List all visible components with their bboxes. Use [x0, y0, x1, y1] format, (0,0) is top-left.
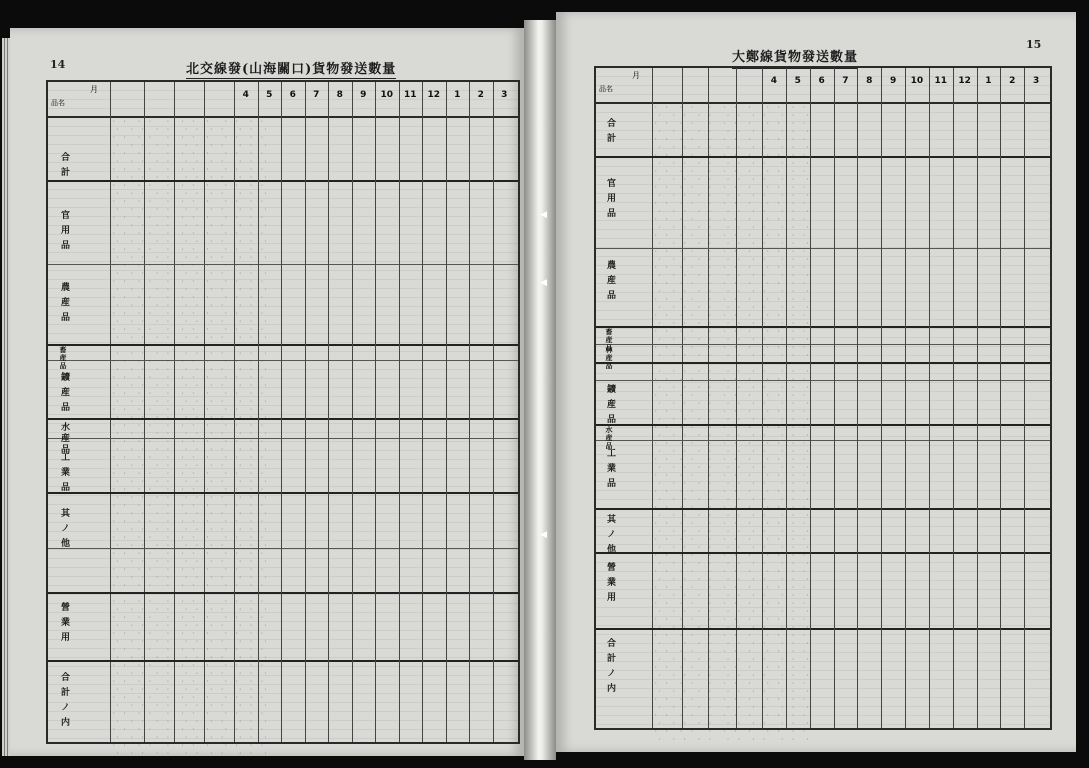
- right-table-figures: · · · · · · · · · · · · · · · · · · · · · · · · · · · · · · · · · · · · · · · · · · · · · · · · · · · · · · · · · · · · · · · · · · · · · · · · · · · · · · · · · · · · · · · · · · · · · · · · · · · · · · · · · · · · · · · · · · · · · · · · · · · · · · · · · · · · · · · · · · · · · · · · · · · · · · · · · · · · · · · · · · · · · · · · · · · · · · · · · · · · · · · · · · · · · · · · · · · · · · · · · · · · · · · · · · · · · · · · · · · · · · · · · · · · · · · · · · · · · · · · · · · · · · · · · · · · · · · · · · · · · · · · · · · · · · · · · · · · · · · · · · · · · · · · · · · · · · · · · · · · · · · · · · · · · · · · · · · · · · · · · · · · · · · · · · · · · · · · · · · · · · · · · · · · · · · · · · · · · · · · · · · · · · · · · · · · · · · · · · · · · · · · · · · · · · · · · · · · · · · · · · · · · · · · · · · · · · · · · · · · · · · · · · · · · · · · · · · · · · · · · · · · · · · · · · · · · · · · · · · · · · · · · · · · · · · · · · · · · · · · · · · · · · · · · · · · · · · · · · · · · · · · · · · · · · · · · · · · · · · · · · · · · · · · · · · · · · · · · · · · · · · · · · · · · · · · · · · · · · · · · · · · · · · · · · · · · · · · · · · · · · · · · · · · · · · · · · · · · · · · · · · · · · · · · · · · · · · · · · · · · · · · · · · · · · · · · · · · · · · · · · · · · · · · · · · · · · · · · · · · · · · · · · · · · · · · · · · · · · · · · · · · · · · · · · · · · · · · · · · · · · · · · · · · · · · · · · · · · · · · · · · · · · · · · · · · · · · · · · · · · · · · · · · · · · · · · · · · · · · · · · · · · · · · · · · · · · · · · · · · · · · · · · · · · · · · · · · · · · · · · · · · · · · · · · · · · · · · · · · · · · · · · · · · · · · · · · · · · · · · · · · · · · · · · · · · · · · · · · · · · · · · · · · · · · · · · · · · · · · · · · · · · · · · · · · · · · · · · · · · · · · · · · · · · · · · · · · · · · · · · · · · · · · · · · · · · · · · · · · · · · · · · · · · · · · · · · · · · · · ·: [654, 104, 810, 743]
- left-month-col-1: 1: [454, 90, 461, 100]
- left-month-col-4: 4: [242, 90, 249, 100]
- right-month-col-2: 2: [1009, 76, 1016, 86]
- right-month-col-10: 10: [910, 76, 924, 86]
- right-cat-agri: 農産品: [605, 260, 615, 305]
- left-page: [10, 28, 524, 756]
- left-cat-mining: 鑛産品: [59, 372, 69, 417]
- left-table-figures: · · · · · · · · · · · · · · · · · · · · · · · · · · · · · · · · · · · · · · · · · · · · · · · · · · · · · · · · · · · · · · · · · · · · · · · · · · · · · · · · · · · · · · · · · · · · · · · · · · · · · · · · · · · · · · · · · · · · · · · · · · · · · · · · · · · · · · · · · · · · · · · · · · · · · · · · · · · · · · · · · · · · · · · · · · · · · · · · · · · · · · · · · · · · · · · · · · · · · · · · · · · · · · · · · · · · · · · · · · · · · · · · · · · · · · · · · · · · · · · · · · · · · · · · · · · · · · · · · · · · · · · · · · · · · · · · · · · · · · · · · · · · · · · · · · · · · · · · · · · · · · · · · · · · · · · · · · · · · · · · · · · · · · · · · · · · · · · · · · · · · · · · · · · · · · · · · · · · · · · · · · · · · · · · · · · · · · · · · · · · · · · · · · · · · · · · · · · · · · · · · · · · · · · · · · · · · · · · · · · · · · · · · · · · · · · · · · · · · · · · · · · · · · · · · · · · · · · · · · · · · · · · · · · · · · · · · · · · · · · · · · · · · · · · · · · · · · · · · · · · · · · · · · · · · · · · · · · · · · · · · · · · · · · · · · · · · · · · · · · · · · · · · · · · · · · · · · · · · · · · · · · · · · · · · · · · · · · · · · · · · · · · · · · · · · · · · · · · · · · · · · · · · · · · · · · · · · · · · · · · · · · · · · · · · · · · · · · · · · · · · · · · · · · · · · · · · · · · · · · · · · · · · · · · · · · · · · · · · · · · · · · · · · · · · · · · · · · · · · · · · · · · · · · · · · · · · · · · · · · · · · · · · · · · · · · · · · · · · · · · · · · · · · · · · · · · · · · · · · · · · · · · · · · · · · · · · · · · · · · · · · · · · · · · · · · · · · · · · · · · · · · · · · · · · · · · · · · · · · · · · · · · · · · · · · · · · · · · · · · · · · · · · · · · · · · · · · · · · · · · · · · · · · · · · · · · · · · · · · · · · · · · · · · · · · · · · · · · · · · · · · · · · · · · · · · · · · · · · · · · · · · · · · · · · · · · · · · · · · · · · · · · · · · · · · · · · · · · · · · ·: [112, 118, 268, 757]
- right-page-title: 大鄭線貨物發送數量: [732, 46, 858, 69]
- left-month-col-8: 8: [336, 90, 343, 100]
- left-cat-industry: 工業品: [59, 452, 69, 497]
- scanned-book-spread: 14 北交線發(山海關口)貨物發送數量 月 品名 合計 官用品 農産品 畜産品 鑛産品 水産品 工業品 其ノ他 營業用 合計ノ内 · · · · · · · · · · · · · · · · · · · · · · · · · · · · · · · · · · · · · · · · · · · · · · · · · · · · · · · · · · · · · · · · · · · · · · · · · · · · · · · · · · · · · · · · · · · · · · · · · · · · · · · · · · · · · · · · · · · · · · · · · · · · · · · · · · · · · · · · · · · · · · · · · · · · · · · · · · · · · · · · · · · · · · · · · · · · · · · · · · · · · · · · · · · · · · · · · · · · · · · · · · · · · · · · · · · · · · · · · · · · · · · · · · · · · · · · · · · · · · · · · · · · · · · · · · · · · · · · · · · · · · · · · · · · · · · · · · · · · · · · · · · · · · · · · · · · · · · · · · · · · · · · · · · · · · · · · · · · · · · · · · · · · · · · · · · · · · · · · · · · · · · · · · · · · · · · · · · · · · · · · · · · · · · · · · · · · · · · · · · · · · · · · · · · · · · · · · · · · · · · · · · · · · · · · · · · · · · · · · · · · · · · · · · · · · · · · · · · · · · · · · · · · · · · · · · · · · · · · · · · · · · · · · · · · · · · · · · · · · · · · · · · · · · · · · · · · · · · · · · · · · · · · · · · · · · · · · · · · · · · · · · · · · · · · · · · · · · · · · · · · · · · · · · · · · · · · · · · · · · · · · · · · · · · · · · · · · · · · · · · · · · · · · · · · · · · · · · · · · · · · · · · · · · · · · · · · · · · · · · · · · · · · · · · · · · · · · · · · · · · · · · · · · · · · · · · · · · · · · · · · · · · · · · · · · · · · · · · · · · · · · · · · · · · · · · · · · · · · · · · · · · · · · · · · · · · · · · · · · · · · · · · · · · · · · · · · · · · · · · · · · · · · · · · · · · · · · · · · · · · · · · · · · · · · · · · · · · · · · · · · · · · · · · · · · · · · · · · · · · · · · · · · · · · · · · · · · · · · · · · · · · · · · · · · · · · · · · · · · · · · · · · · · · · · · · · · · · · · · · · · · · · · · · · · · · · · · · · · · · · · · · · · · · · · · · · · · · · · · · · · · · · · · · · · · · · · · · · · · · · · · · · · · · · · · · · · · · · · · · · · · · · · · · · · · · · · · · · · · · · 4 5 6 7 8 9 10 11 12 1 2 3 ◀ ◀ ◀ 大鄭線貨物發送數量 15 月 品名 合計 官用品 農産品 畜産品 林産品 鑛産品 水産品 工業品 其ノ他 營業用 合計ノ内 · · · · · · · · · · · · · · · · · · · · · · · · · · · · · · · · · · · · · · · · · · · · · · · · · · · · · · · · · · · · · · · · · · · · · · · · · · · · · · · · · · · · · · · · · · · · · · · · · · · · · · · · · · · · · · · · · · · · · · · · · · · · · · · · · · · · · · · · · · · · · · · · · · · · · · · · · · · · · · · · · · · · · · · · · · · · · · · · · · · · · · · · · · · · · · · · · · · · · · · · · · · · · · · · · · · · · · · · · · · · · · · · · · · · · · · · · · · · · · · · · · · · · · · · · · · · · · · · · · · · · · · · · · · · · · · · · · · · · · · · · · · · · · · · · · · · · · · · · · · · · · · · · · · · · · · · · · · · · · · · · · · · · · · · · · · · · · · · · · · · · · · · · · · · · · · · · · · · · · · · · · · · · · · · · · · · · · · · · · · · · · · · · · · · · · · · · · · · · · · · · · · · · · · · · · · · · · · · · · · · · · · · · · · · · · · · · · · · · · · · · · · · · · · · · · · · · · · · · · · · · · · · · · · · · · · · · · · · · · · · · · · · · · · · · · · · · · · · · · · · · · · · · · · · · · · · · · · · · · · · · · · · · · · · · · · · · · · · · · · · · · · · · · · · · · · · · · · · · · · · · · · · · · · · · · · · · · · · · · · · · · · · · · · · · · · · · · · · · · · · · · · · · · · · · · · · · · · · · · · · · · · · · · · · · · · · · · · · · · · · · · · · · · · · · · · · · · · · · · · · · · · · · · · · · · · · · · · · · · · · · · · · · · · · · · · · · · · · · · · · · · · · · · · · · · · · · · · · · · · · · · · · · · · · · · · · · · · · · · · · · · · · · · · · · · · · · · · · · · · · · · · · · · · · · · · · · · · · · · · · · · · · · · · · · · · · · · · · · · · · · · · · · · · · · · · · · · · · · · · · · · · · · · · · · · · · · · · · · · · · · · · · · · · · · · · · · · · · · · · · · · · · · · · · · · · · · · · · · · · · · · · · · · · · · · · · · · · · · · · · · · · · · · · · · · · · · · · · · · · · · · · · · · · · · · · · · · · · · · · · · · · · · · · · · · · · · · · · · · · · 4 5 6 7 8 9 10 11 12 1 2 3: [0, 0, 1089, 768]
- left-month-col-10: 10: [380, 90, 394, 100]
- left-corner-month: 月: [90, 85, 98, 94]
- right-month-col-11: 11: [934, 76, 948, 86]
- right-table-header: [596, 68, 1050, 104]
- right-page-number: 15: [1026, 38, 1042, 51]
- right-cat-forestry: 林産品: [605, 346, 614, 370]
- right-table: [594, 66, 1052, 743]
- left-month-col-9: 9: [360, 90, 367, 100]
- left-month-col-6: 6: [289, 90, 296, 100]
- right-cat-official: 官用品: [605, 178, 615, 223]
- left-month-col-5: 5: [266, 90, 273, 100]
- left-month-col-12: 12: [427, 90, 441, 100]
- left-cat-other: 其ノ他: [59, 508, 69, 553]
- left-page-number: 14: [50, 58, 66, 71]
- right-month-col-9: 9: [889, 76, 897, 86]
- left-table: [46, 80, 520, 757]
- left-month-col-3: 3: [501, 90, 508, 100]
- left-cat-commercial: 營業用: [59, 602, 69, 647]
- right-cat-marine: 水産品: [605, 426, 614, 450]
- right-month-col-12: 12: [958, 76, 971, 86]
- right-month-col-8: 8: [866, 76, 873, 86]
- right-month-col-1: 1: [985, 76, 992, 86]
- right-month-col-6: 6: [818, 76, 825, 86]
- left-cat-agri: 農産品: [59, 282, 69, 327]
- right-cat-industry: 工業品: [605, 448, 615, 493]
- left-month-col-7: 7: [313, 90, 320, 100]
- right-page: [556, 12, 1076, 752]
- left-page-title: 北交線發(山海關口)貨物發送數量: [186, 58, 396, 81]
- left-cat-total-within: 合計ノ内: [59, 672, 69, 732]
- right-month-col-7: 7: [842, 76, 849, 86]
- left-cat-official: 官用品: [59, 210, 69, 255]
- left-corner-item: 品名: [51, 99, 65, 107]
- right-month-col-3: 3: [1032, 76, 1040, 86]
- book-gutter: [524, 20, 556, 760]
- right-cat-livestock: 畜産品: [605, 328, 614, 352]
- left-month-col-11: 11: [403, 90, 417, 100]
- left-month-col-2: 2: [477, 90, 484, 100]
- right-corner-month: 月: [632, 71, 640, 80]
- right-cat-total-within: 合計ノ内: [605, 638, 615, 698]
- left-cat-marine: 水産品: [59, 422, 69, 455]
- right-cat-commercial: 營業用: [605, 562, 615, 607]
- left-cat-livestock: 畜産品: [59, 346, 68, 370]
- right-month-col-4: 4: [770, 76, 778, 86]
- right-month-col-5: 5: [794, 76, 801, 86]
- left-table-header: [48, 82, 518, 118]
- right-corner-item: 品名: [599, 85, 613, 93]
- right-cat-other: 其ノ他: [605, 514, 615, 559]
- right-cat-mining: 鑛産品: [605, 384, 615, 429]
- left-cat-total: 合計: [59, 152, 69, 182]
- right-cat-total: 合計: [605, 118, 615, 148]
